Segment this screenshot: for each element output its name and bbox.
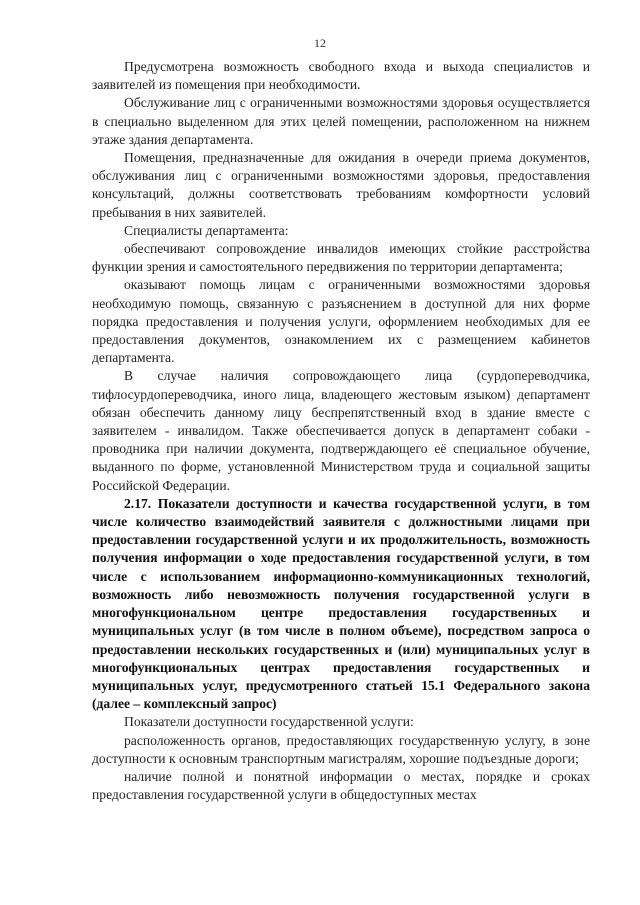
paragraph: Обслуживание лиц с ограниченными возможностями здоровья осуществляется в специально выделенном для этих целей помещении, расположенном на нижнем этаже здания департамента. — [92, 95, 590, 147]
paragraph: оказывают помощь лицам с ограниченными возможностями здоровья необходимую помощь, связанную с разъяснением в доступной для них форме порядка предоставления и получения услуги, оформлением необходимых для ее предоставления документов, ознакомлением их с размещением кабинетов департамента. — [92, 277, 590, 366]
paragraph: Предусмотрена возможность свободного входа и выхода специалистов и заявителей из помещения при необходимости. — [92, 59, 590, 93]
paragraph: Помещения, предназначенные для ожидания в очереди приема документов, обслуживания лиц с ограниченными возможностями здоровья, предоставления консультаций, должны соответствовать требованиям комфортности условий пребывания в них заявителей. — [92, 150, 590, 220]
page-number: 12 — [314, 36, 326, 50]
paragraph: обеспечивают сопровождение инвалидов имеющих стойкие расстройства функции зрения и самостоятельного передвижения по территории департамента; — [92, 241, 590, 275]
paragraph: наличие полной и понятной информации о местах, порядке и сроках предоставления государственной услуги в общедоступных местах — [92, 768, 590, 803]
paragraph: Специалисты департамента: — [124, 222, 289, 238]
paragraph: расположенность органов, предоставляющих государственную услугу, в зоне доступности к основным транспортным магистралям, хорошие подъездные дороги; — [92, 732, 590, 766]
document-body — [92, 58, 590, 804]
section-heading: 2.17. Показатели доступности и качества государственной услуги, в том числе количество взаимодействий заявителя с должностными лицами при предоставлении государственной услуги и их продолжительность, возможность получения информации о ходе предоставления государственной услуги, в том числе с использованием информационно-коммуникационных технологий, возможность либо невозможность получения государственной услуги в многофункциональном центре предоставления государственных и муниципальных услуг (в том числе в полном объеме), посредством запроса о предоставлении нескольких государственных и (или) муниципальных услуг в многофункциональных центрах предоставления государственных и муниципальных услуг, предусмотренного статьей 15.1 Федерального закона (далее – комплексный запрос) — [92, 495, 590, 712]
paragraph: Показатели доступности государственной услуги: — [124, 714, 414, 730]
paragraph: В случае наличия сопровождающего лица (сурдопереводчика, тифлосурдопереводчика, иного лица, владеющего жестовым языком) департамент обязан обеспечить данному лицу беспрепятственный вход в здание вместе с заявителем - инвалидом. Также обеспечивается допуск в департамент собаки - проводника при наличии документа, подтверждающего её специальное обучение, выданного по форме, установленной Министерством труда и социальной защиты Российской Федерации. — [92, 368, 590, 493]
